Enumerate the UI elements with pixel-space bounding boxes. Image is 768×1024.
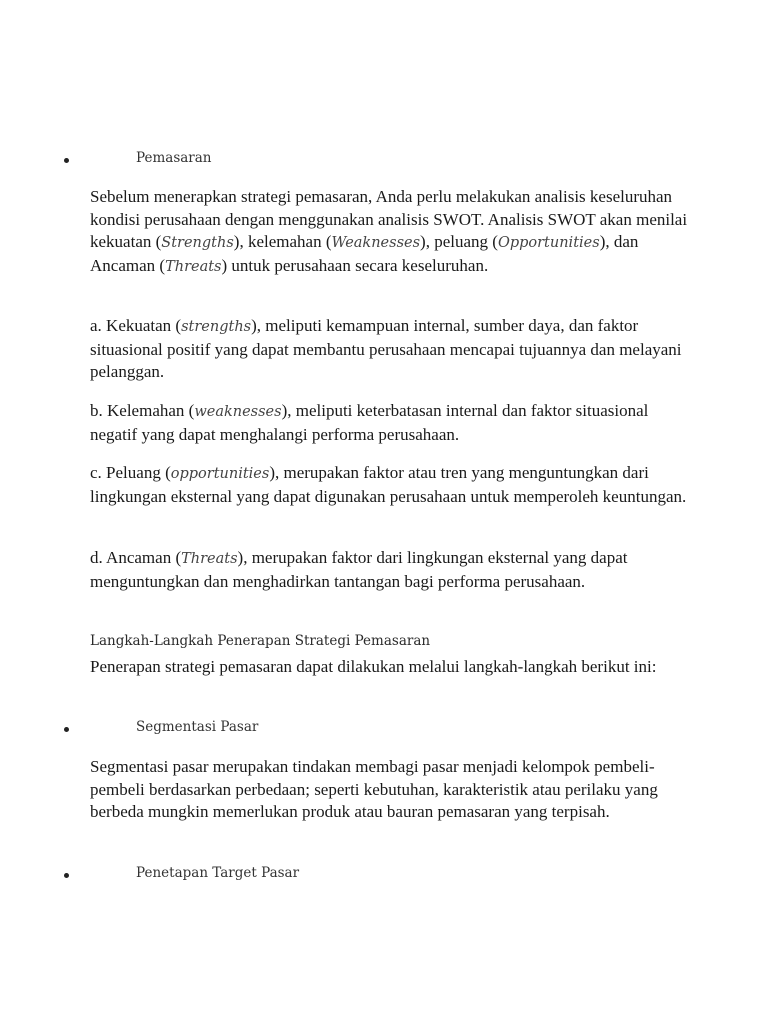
paragraph-segmentasi: Segmentasi pasar merupakan tindakan membagi pasar menjadi kelompok pembeli-pembeli berdasarkan perbedaan; seperti kebutuhan, karakteristik atau perilaku yang berbeda mungkin memerlukan produk atau bauran pemasaran yang terpisah. [90, 757, 658, 821]
bullet-label: Penetapan Target Pasar [136, 865, 300, 881]
bullet-dot [64, 873, 69, 878]
text-run: d. Ancaman ( [90, 548, 182, 567]
italic-term: Weaknesses [331, 235, 421, 251]
bullet-item-penetapan-target-pasar [64, 865, 664, 890]
italic-term: opportunities [170, 466, 270, 482]
text-run: ), merupakan faktor atau tren yang menguntungkan dari lingkungan eksternal yang dapat digunakan perusahaan untuk memperoleh keuntungan. [90, 463, 687, 506]
text-run: a. Kekuatan ( [90, 316, 182, 335]
text-run: ), meliputi keterbatasan internal dan faktor situasional negatif yang dapat menghalangi performa perusahaan. [90, 401, 649, 444]
section-subheading: Langkah-Langkah Penerapan Strategi Pemasaran [90, 633, 431, 649]
bullet-item-pemasaran [64, 150, 664, 175]
paragraph-swot-intro [90, 186, 690, 278]
bullet-dot [64, 727, 69, 732]
bullet-dot [64, 158, 69, 163]
text-run: ), peluang ( [420, 232, 498, 251]
text-run: ), merupakan faktor dari lingkungan eksternal yang dapat menguntungkan dan menghadirkan tantangan bagi performa perusahaan. [90, 548, 628, 591]
paragraph-strengths [90, 315, 690, 384]
italic-term: Threats [165, 258, 222, 275]
text-run: b. Kelemahan ( [90, 401, 195, 420]
text-run: ), dan Ancaman ( [90, 232, 639, 275]
text-run: Sebelum menerapkan strategi pemasaran, Anda perlu melakukan analisis keseluruhan kondisi perusahaan dengan menggunakan analisis SWOT. Analisis SWOT akan menilai kekuatan ( [90, 187, 688, 251]
text-run: ), kelemahan ( [233, 232, 332, 251]
bullet-label: Segmentasi Pasar [136, 719, 259, 735]
italic-term: Threats [181, 551, 238, 567]
italic-term: Strengths [161, 235, 234, 251]
paragraph-weaknesses [90, 400, 690, 446]
bullet-label: Pemasaran [136, 150, 212, 166]
paragraph-steps-intro: Penerapan strategi pemasaran dapat dilakukan melalui langkah-langkah berikut ini: [90, 657, 657, 676]
paragraph-opportunities [90, 462, 690, 508]
text-run: ), meliputi kemampuan internal, sumber daya, dan faktor situasional positif yang dapat membantu perusahaan mencapai tujuannya dan melayani pelanggan. [90, 316, 682, 381]
italic-term: weaknesses [194, 404, 282, 420]
text-run: c. Peluang ( [90, 463, 171, 482]
text-run: ) untuk perusahaan secara keseluruhan. [221, 255, 489, 275]
italic-term: strengths [181, 319, 252, 335]
paragraph-threats [90, 547, 690, 593]
italic-term: Opportunities [497, 235, 600, 251]
bullet-item-segmentasi-pasar [64, 719, 664, 744]
